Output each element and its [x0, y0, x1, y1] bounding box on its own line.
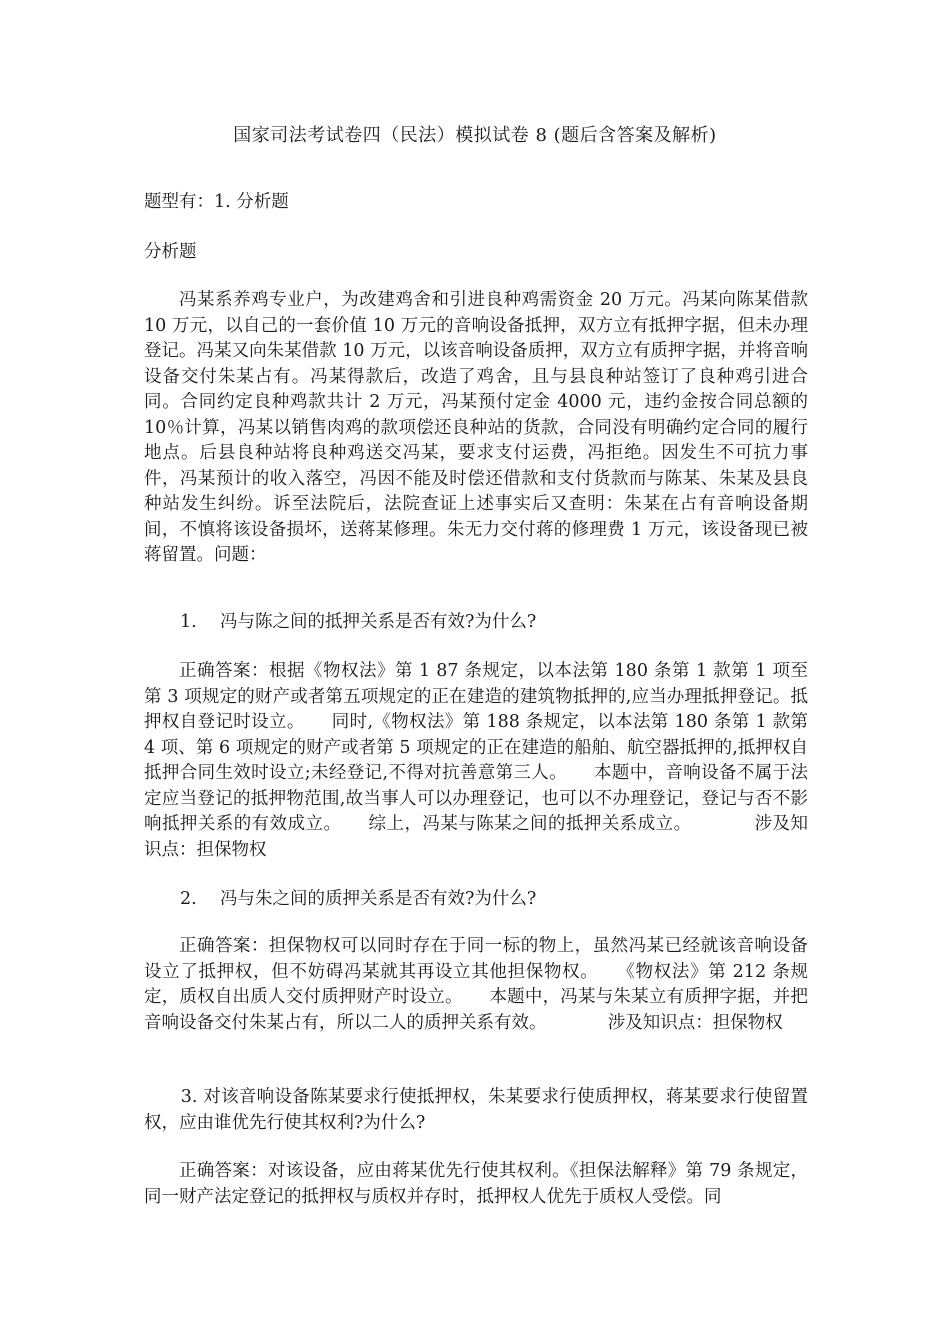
question-2-text: 冯与朱之间的质押关系是否有效?为什么? [220, 889, 537, 909]
question-type-line: 题型有：1. 分析题 [144, 192, 289, 212]
answer-2: 正确答案：担保物权可以同时存在于同一标的物上，虽然冯某已经就该音响设备设立了抵押权，但不妨碍冯某就其再设立其他担保物权。 《物权法》第 212 条规定，质权自出质人交付质押财产时设立。 本题中，冯某与朱某立有质押字据，并把音响设备交付朱某占有，所以二人的质押关系有效。 涉及知识点：担保物权 [144, 936, 808, 1033]
answer-3: 正确答案：对该设备，应由蒋某优先行使其权利。《担保法解释》第 79 条规定，同一财产法定登记的抵押权与质权并存时，抵押权人优先于质权人受偿。同 [144, 1161, 808, 1207]
answer-1: 正确答案：根据《物权法》第 1 87 条规定，以本法第 180 条第 1 款第 1 项至第 3 项规定的财产或者第五项规定的正在建造的建筑物抵押的,应当办理抵押登记。抵押权自登记时设立。 同时,《物权法》第 188 条规定，以本法第 180 条第 1 款第 4 项、第 6 项规定的财产或者第 5 项规定的正在建造的船舶、航空器抵押的,抵押权自抵押合同生效时设立;未经登记,不得对抗善意第三人。 本题中，音响设备不属于法定应当登记的抵押物范围,故当事人可以办理登记，也可以不办理登记，登记与否不影响抵押关系的有效成立。 综上，冯某与陈某之间的抵押关系成立。 涉及知识点：担保物权 [144, 661, 808, 860]
section-heading: 分析题 [144, 242, 197, 262]
question-1 [144, 610, 536, 636]
document-title: 国家司法考试卷四（民法）模拟试卷 8 (题后含答案及解析) [233, 125, 717, 146]
question-1-number: 1. [180, 612, 197, 632]
question-2 [144, 887, 536, 913]
question-3: 3. 对该音响设备陈某要求行使抵押权，朱某要求行使质押权，蒋某要求行使留置权，应由谁优先行使其权利?为什么? [144, 1087, 808, 1133]
question-1-text: 冯与陈之间的抵押关系是否有效?为什么? [220, 612, 537, 632]
question-2-number: 2. [180, 889, 197, 909]
case-description: 冯某系养鸡专业户，为改建鸡舍和引进良种鸡需资金 20 万元。冯某向陈某借款 10 万元，以自己的一套价值 10 万元的音响设备抵押，双方立有抵押字据，但未办理登记。冯某又向朱某借款 10 万元，以该音响设备质押，双方立有质押字据，并将音响设备交付朱某占有。冯某得款后，改造了鸡舍，且与县良种站签订了良种鸡引进合同。合同约定良种鸡款共计 2 万元，冯某预付定金 4000 元，违约金按合同总额的 10％计算，冯某以销售肉鸡的款项偿还良种站的货款，合同没有明确约定合同的履行地点。后县良种站将良种鸡送交冯某，要求支付运费，冯拒绝。因发生不可抗力事件，冯某预计的收入落空，冯因不能及时偿还借款和支付货款而与陈某、朱某及县良种站发生纠纷。诉至法院后，法院查证上述事实后又查明：朱某在占有音响设备期间，不慎将该设备损坏，送蒋某修理。朱无力交付蒋的修理费 1 万元，该设备现已被蒋留置。问题： [144, 290, 808, 565]
